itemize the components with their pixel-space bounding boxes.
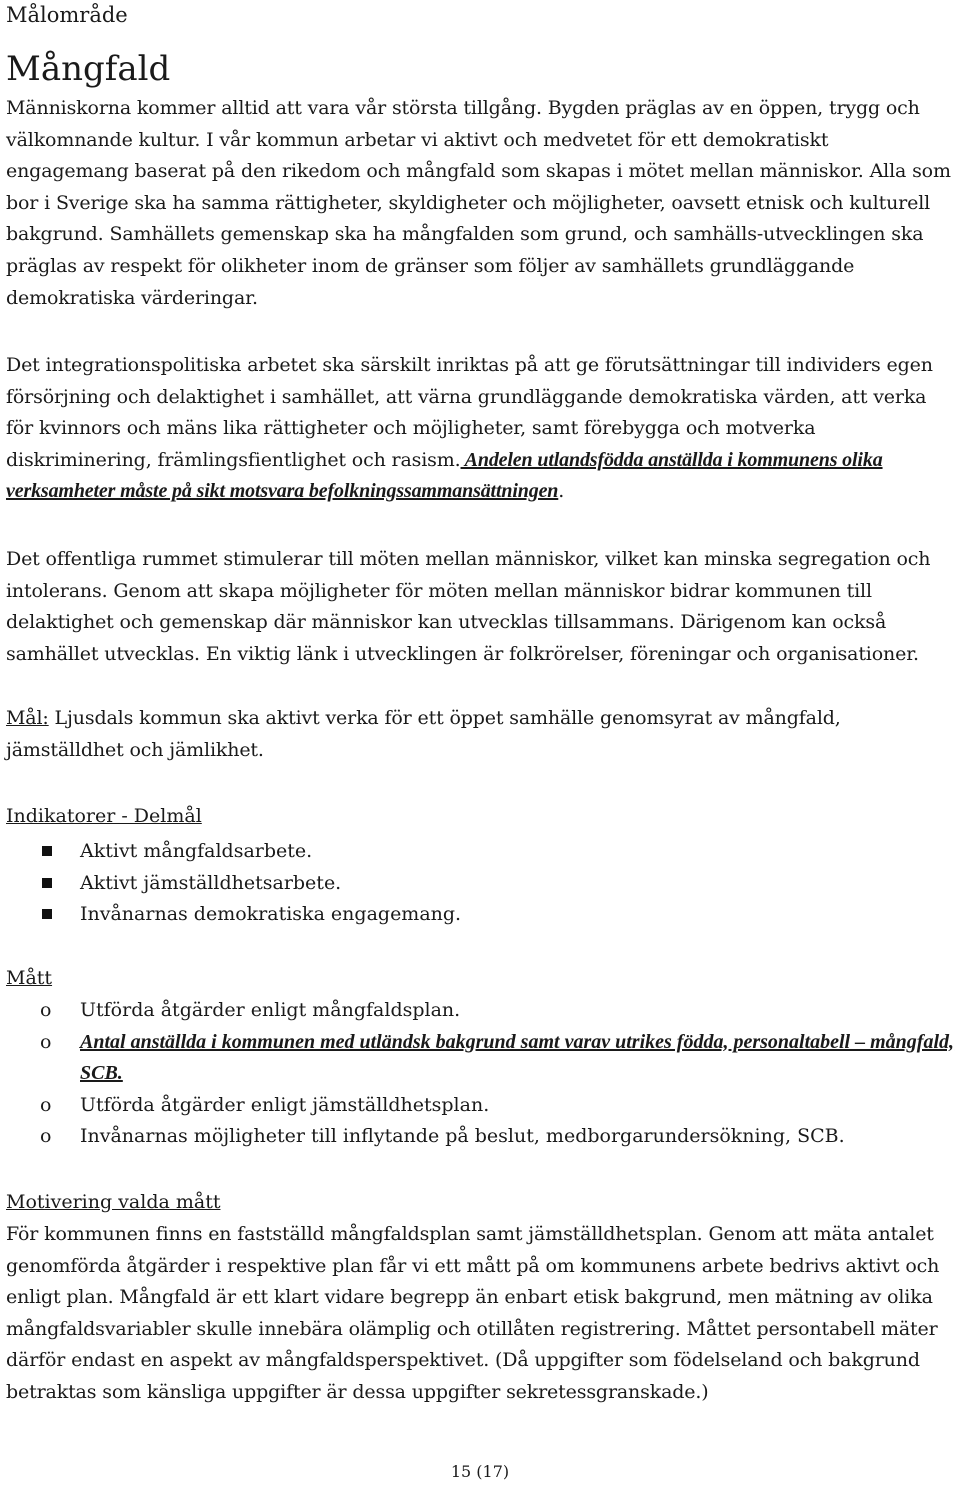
- motivation-heading: Motivering valda mått: [6, 1191, 221, 1213]
- indicators-list: [6, 836, 956, 931]
- circle-bullet-icon: o: [40, 1030, 52, 1053]
- circle-bullet-icon: o: [40, 1093, 52, 1116]
- square-bullet-icon: [42, 846, 52, 856]
- list-item: [6, 1090, 956, 1122]
- measure-text: Antal anställda i kommunen med utländsk bakgrund samt varav utrikes födda, personaltabell – mångfald, SCB.: [80, 1030, 955, 1084]
- measures-heading: Mått: [6, 967, 53, 989]
- page-title: Mångfald: [6, 49, 171, 89]
- measure-text: Utförda åtgärder enligt jämställdhetsplan.: [80, 1093, 490, 1116]
- measure-text: Utförda åtgärder enligt mångfaldsplan.: [80, 999, 461, 1021]
- list-item: [6, 899, 956, 931]
- integration-emphasis: Andelen utlandsfödda anställda i kommunens olika verksamheter måste på sikt motsvara befolkningssammansättningen: [6, 448, 883, 503]
- indicator-text: Invånarnas demokratiska engagemang.: [80, 903, 462, 925]
- indicators-heading: Indikatorer - Delmål: [6, 805, 202, 827]
- circle-bullet-icon: o: [40, 1125, 52, 1147]
- circle-bullet-icon: o: [40, 999, 52, 1021]
- indicator-text: Aktivt mångfaldsarbete.: [80, 840, 313, 862]
- intro-paragraph: Människorna kommer alltid att vara vår största tillgång. Bygden präglas av en öppen, trygg och välkomnande kultur. I vår kommun arbetar vi aktivt och medvetet för ett demokratiskt engagemang baserat på den rikedom och mångfald som skapas i mötet mellan människor. Alla som bor i Sverige ska ha samma rättigheter, skyldigheter och möjligheter, oavsett etnisk och kulturell bakgrund. Samhällets gemenskap ska ha mångfalden som grund, och samhälls-utvecklingen ska präglas av respekt för olikheter inom de gränser som följer av samhällets grundläggande demokratiska värderingar.: [6, 97, 951, 309]
- motivation-paragraph: För kommunen finns en fastställd mångfaldsplan samt jämställdhetsplan. Genom att mäta antalet genomförda åtgärder i respektive plan får vi ett mått på om kommunens arbete bedrivs aktivt och enligt plan. Mångfald är ett klart vidare begrepp än enbart etisk bakgrund, men mätning av olika mångfaldsvariabler skulle innebära olämplig och otillåten registrering. Måttet persontabell mäter därför endast en aspekt av mångfaldsperspektivet. (Då uppgifter som födelseland och bakgrund betraktas som känsliga uppgifter är dessa uppgifter sekretessgranskade.): [6, 1223, 940, 1403]
- list-item: [6, 1121, 956, 1153]
- goal-text: Ljusdals kommun ska aktivt verka för ett öppet samhälle genomsyrat av mångfald, jämställdhet och jämlikhet.: [6, 707, 841, 761]
- list-item: [6, 836, 956, 868]
- integration-text: Det integrationspolitiska arbetet ska särskilt inriktas på att ge förutsättningar till individers egen försörjning och delaktighet i samhället, att värna grundläggande demokratiska värden, att verka för kvinnors och mäns lika rättigheter och möjligheter, samt förebygga och motverka diskriminering, främlingsfientlighet och rasism.: [6, 354, 933, 471]
- page-number: 15 (17): [450, 1462, 510, 1481]
- list-item: [6, 868, 956, 900]
- integration-end: .: [558, 480, 565, 503]
- square-bullet-icon: [42, 878, 52, 888]
- measures-list: [6, 995, 956, 1153]
- section-label: Målområde: [6, 3, 128, 27]
- public-space-paragraph: Det offentliga rummet stimulerar till möten mellan människor, vilket kan minska segregation och intolerans. Genom att skapa möjligheter för möten mellan människor bidrar kommunen till delaktighet och gemenskap där människor kan utvecklas tillsammans. Därigenom kan också samhället utvecklas. En viktig länk i utvecklingen är folkrörelser, föreningar och organisationer.: [6, 548, 931, 665]
- goal-paragraph: [6, 703, 956, 766]
- list-item: [6, 1027, 956, 1090]
- goal-label: Mål:: [6, 707, 49, 729]
- list-item: [6, 995, 956, 1027]
- measure-text: Invånarnas möjligheter till inflytande på beslut, medborgarundersökning, SCB.: [80, 1125, 845, 1147]
- square-bullet-icon: [42, 909, 52, 919]
- indicator-text: Aktivt jämställdhetsarbete.: [80, 871, 342, 894]
- integration-paragraph: [6, 350, 956, 508]
